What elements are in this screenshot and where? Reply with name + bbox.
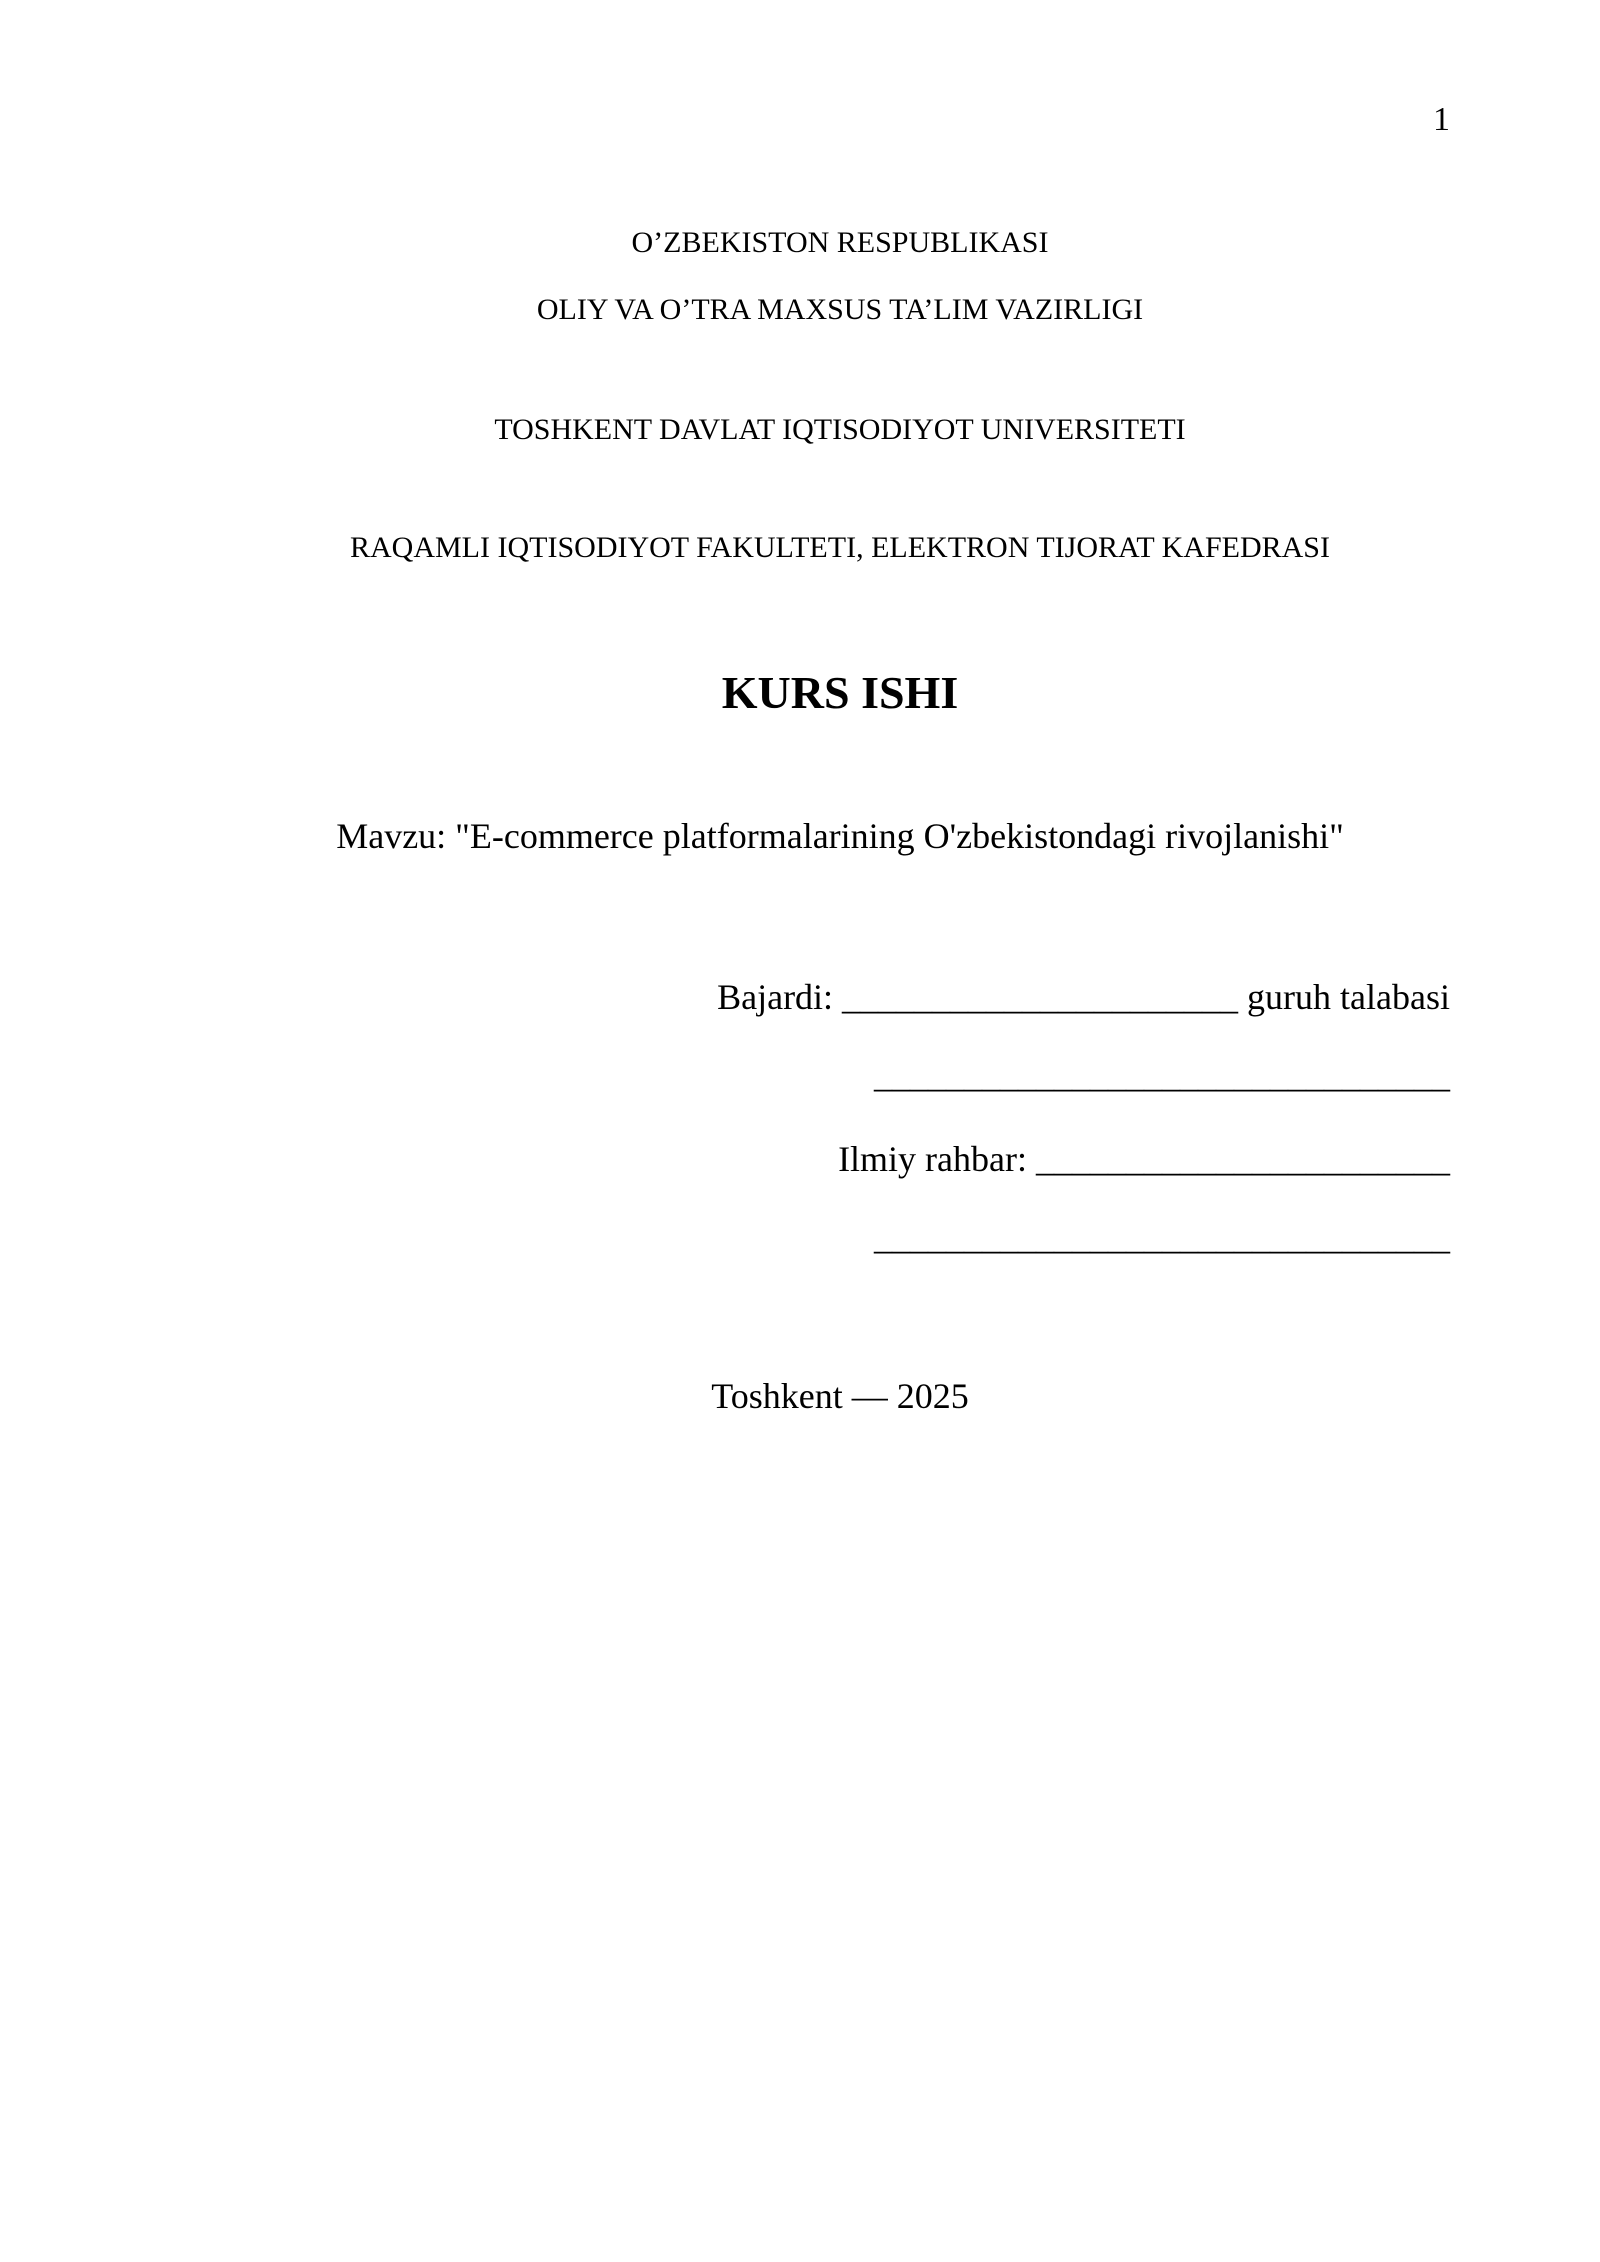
department-heading: RAQAMLI IQTISODIYOT FAKULTETI, ELEKTRON TIJORAT KAFEDRASI xyxy=(350,531,1330,564)
supervisor-blank: ________________________________ xyxy=(874,1217,1450,1257)
performed-by-blank: ________________________________ xyxy=(874,1055,1450,1095)
performed-by-line: Bajardi: ______________________ guruh talabasi xyxy=(717,977,1450,1017)
topic-line: Mavzu: "E-commerce platformalarining O'zbekistondagi rivojlanishi" xyxy=(336,816,1344,856)
page-number: 1 xyxy=(1433,101,1450,138)
republic-heading: O’ZBEKISTON RESPUBLIKASI xyxy=(631,226,1049,259)
supervisor-line: Ilmiy rahbar: _______________________ xyxy=(838,1139,1450,1179)
ministry-heading: OLIY VA O’TRA MAXSUS TA’LIM VAZIRLIGI xyxy=(536,293,1144,326)
document-title: KURS ISHI xyxy=(721,667,959,718)
university-heading: TOSHKENT DAVLAT IQTISODIYOT UNIVERSITETI xyxy=(494,413,1186,446)
city-year: Toshkent — 2025 xyxy=(711,1376,969,1416)
